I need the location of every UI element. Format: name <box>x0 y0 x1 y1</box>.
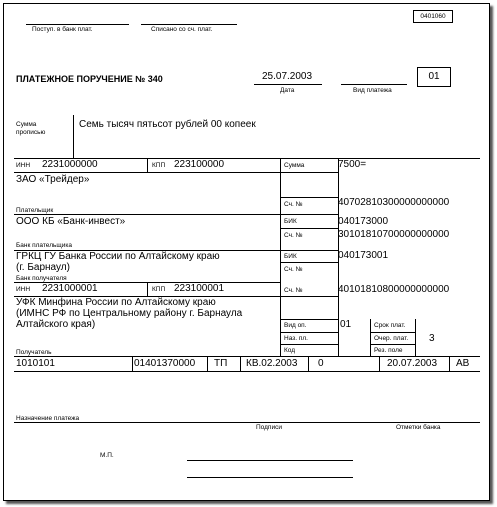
signatures-label: Подписи <box>256 424 282 431</box>
payee-bank-name-line1: ГРКЦ ГУ Банка России по Алтайскому краю <box>16 251 220 262</box>
payer-account-value: 40702810300000000000 <box>338 197 450 208</box>
code-box-value: 01 <box>428 71 440 82</box>
purpose-code-line <box>280 332 338 333</box>
payer-bank-bik-label: БИК <box>284 218 297 225</box>
tax-divider-2 <box>207 356 208 371</box>
code-line <box>280 344 338 345</box>
due-divider-right <box>415 319 416 356</box>
payer-bank-account-label: Сч. № <box>284 232 303 239</box>
tax-okato: 01401370000 <box>134 358 196 369</box>
date-label: Дата <box>280 87 295 94</box>
payer-caption: Плательщик <box>16 207 54 214</box>
payer-caption-line <box>14 214 338 215</box>
amount-words-value: Семь тысяч пятьсот рублей 00 копеек <box>79 119 256 130</box>
payee-inn-label: ИНН <box>16 286 31 293</box>
payee-name-line3: Алтайского края) <box>16 319 96 330</box>
order-line <box>370 344 415 345</box>
tax-divider-3 <box>240 356 241 371</box>
bank-marks-label: Отметки банка <box>396 424 441 431</box>
due-label: Срок плат. <box>374 322 406 329</box>
payee-kpp-divider <box>147 282 148 296</box>
op-type-label: Вид оп. <box>284 322 307 329</box>
payer-name: ЗАО «Трейдер» <box>16 174 90 185</box>
received-line <box>26 24 129 25</box>
form-code: 0401060 <box>420 13 446 20</box>
payee-account-value: 40101810800000000000 <box>338 284 450 295</box>
bik1-line <box>280 228 338 229</box>
payee-kpp-value: 223100001 <box>174 283 225 294</box>
code-label: Код <box>284 347 296 354</box>
payer-account-label: Сч. № <box>284 201 303 208</box>
payee-account-label: Сч. № <box>284 287 303 294</box>
tax-period: КВ.02.2003 <box>246 358 298 369</box>
debited-line <box>141 24 237 25</box>
tax-basis: ТП <box>214 358 228 369</box>
payee-name-line1: УФК Минфина России по Алтайскому краю <box>16 297 216 308</box>
reserve-label: Рез. поле <box>374 347 403 354</box>
payee-name-line2: (ИМНС РФ по Центральному району г. Барнаула <box>16 308 243 319</box>
bik2-line <box>280 262 338 263</box>
due-divider-left <box>370 319 371 356</box>
col-divider-left <box>280 158 281 356</box>
acc3-line <box>280 296 338 297</box>
received-label: Поступ. в банк плат. <box>32 26 93 33</box>
order-value: 3 <box>429 333 435 344</box>
amount-words-divider <box>73 115 74 158</box>
stamp-label: М.П. <box>100 452 114 459</box>
op-line <box>280 319 338 320</box>
payee-kpp-label: КПП <box>152 286 166 293</box>
payee-inn-value: 2231000001 <box>42 283 98 294</box>
payer-inn-line <box>14 172 280 173</box>
signature-line-1 <box>187 460 353 461</box>
payer-kpp-label: КПП <box>152 162 166 169</box>
payer-inn-label: ИНН <box>16 162 31 169</box>
purpose-caption: Назначение платежа <box>16 415 80 422</box>
due-line <box>370 332 415 333</box>
signature-line-2 <box>187 477 353 478</box>
payer-inn-value: 2231000000 <box>42 159 98 170</box>
tax-divider-5 <box>379 356 380 371</box>
payer-bank-bik-value: 040173000 <box>338 216 389 227</box>
sum-value: 7500= <box>338 159 367 170</box>
date-line <box>254 84 322 85</box>
debited-label: Списано со сч. плат. <box>151 26 213 33</box>
tax-divider-6 <box>449 356 450 371</box>
payee-bank-caption: Банк получателя <box>16 275 67 282</box>
payer-bank-caption: Банк плательщика <box>16 242 72 249</box>
order-label: Очер. плат. <box>374 335 409 342</box>
payment-type-label: Вид платежа <box>353 87 392 94</box>
date-value: 25.07.2003 <box>262 71 313 82</box>
tax-doc-date: 20.07.2003 <box>387 358 438 369</box>
payer-kpp-divider <box>147 158 148 172</box>
form-title: ПЛАТЕЖНОЕ ПОРУЧЕНИЕ № 340 <box>16 74 163 84</box>
payer-bank-account-value: 30101810700000000000 <box>338 229 450 240</box>
payer-bank-name: ООО КБ «Банк-инвест» <box>16 216 126 227</box>
payee-bank-name-line2: (г. Барнаул) <box>16 262 70 273</box>
payment-order-form <box>3 3 490 501</box>
tax-payment-type: АВ <box>456 358 470 369</box>
purpose-line <box>14 422 480 423</box>
payment-type-line <box>341 84 407 85</box>
sum-bottom-line <box>280 197 338 198</box>
payee-caption-line <box>14 356 480 357</box>
payer-kpp-value: 223100000 <box>174 159 225 170</box>
sum-label: Сумма <box>284 162 305 169</box>
payee-bank-account-label: Сч. № <box>284 266 303 273</box>
tax-divider-4 <box>308 356 309 371</box>
amount-words-label: Сумма прописью <box>16 121 46 136</box>
payee-caption: Получатель <box>16 349 52 356</box>
tax-row-bottom-line <box>14 371 480 372</box>
tax-divider-1 <box>132 356 133 371</box>
payee-bank-bik-value: 040173001 <box>338 250 389 261</box>
payee-bank-bik-label: БИК <box>284 253 297 260</box>
tax-kbk: 1010101 <box>16 358 55 369</box>
purpose-code-label: Наз. пл. <box>284 335 308 342</box>
sum-line <box>280 172 338 173</box>
tax-doc-number: 0 <box>318 358 324 369</box>
code-box <box>417 67 451 87</box>
form-code-box <box>413 10 453 23</box>
op-type-value: 01 <box>340 319 352 330</box>
